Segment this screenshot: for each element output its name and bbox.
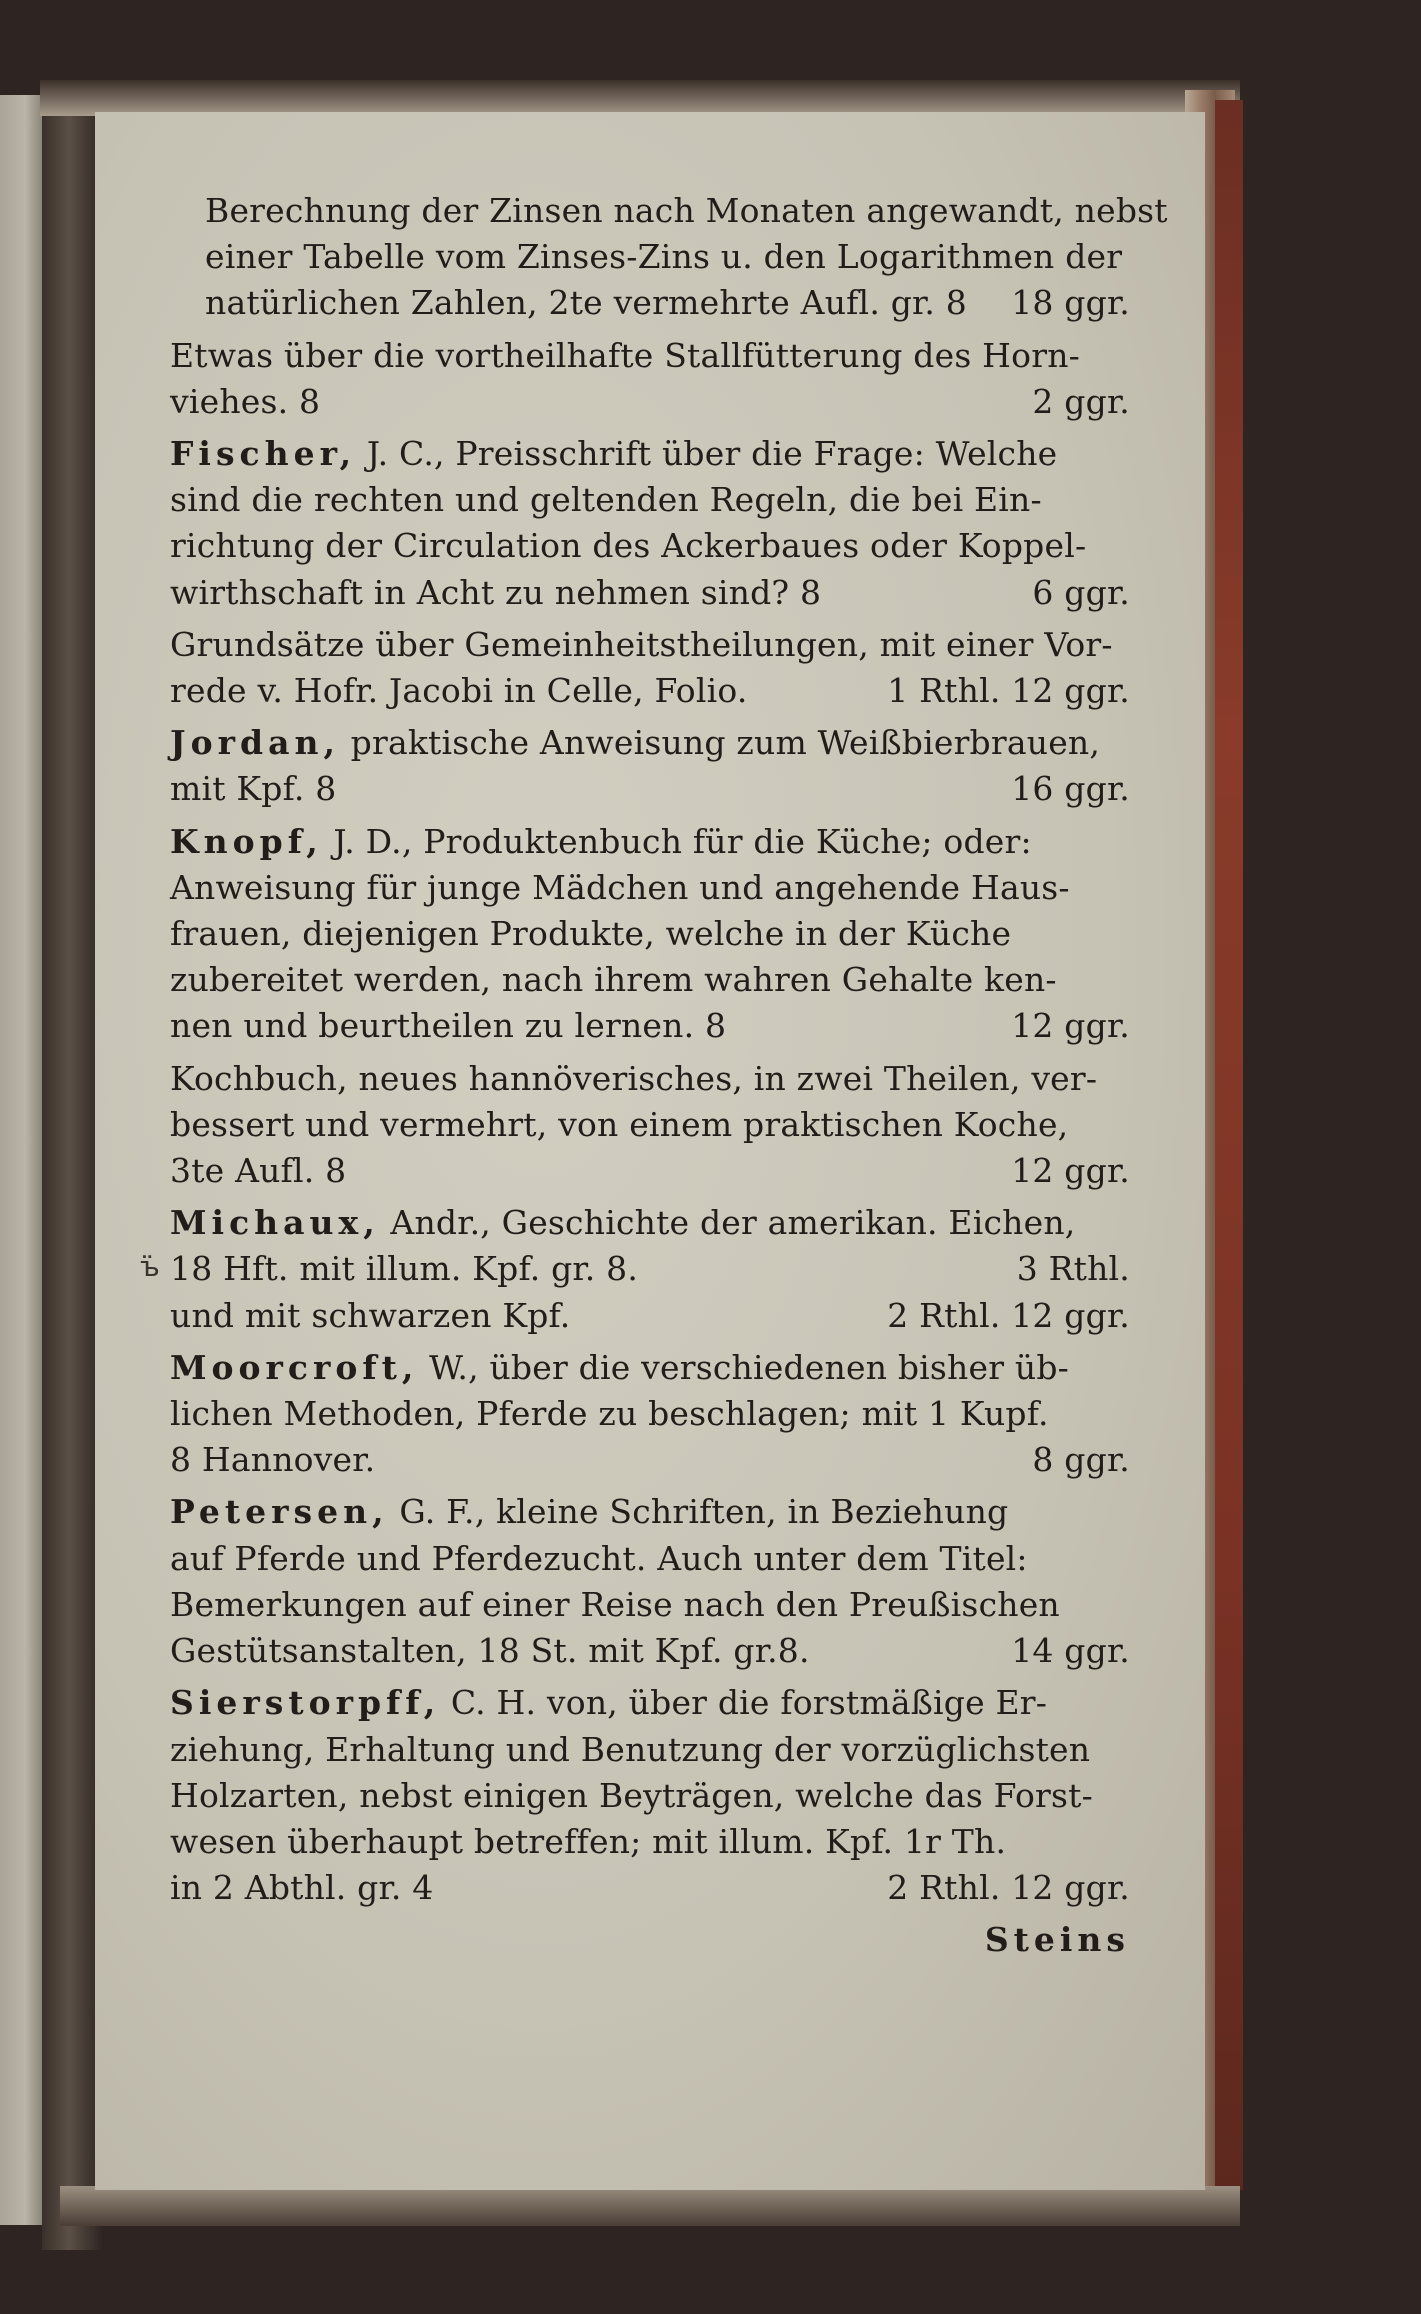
entry-line: Gestütsanstalten, 18 St. mit Kpf. gr.8. — [170, 1631, 810, 1671]
entry-line: Grundsätze über Gemeinheitstheilungen, mit einer Vor- — [170, 624, 1113, 664]
catalog-entry — [170, 622, 1130, 714]
catalog-entry — [170, 431, 1130, 616]
entry-price: 2 ggr. — [1032, 381, 1130, 421]
entry-line: bessert und vermehrt, von einem praktischen Koche, — [170, 1104, 1069, 1144]
entry-line: rede v. Hofr. Jacobi in Celle, Folio. — [170, 671, 748, 711]
entry-line: sind die rechten und geltenden Regeln, die bei Ein- — [170, 480, 1042, 520]
entry-line: W., über die verschiedenen bisher üb- — [429, 1347, 1070, 1387]
catalog-entry — [170, 1680, 1130, 1911]
entry-line: zubereitet werden, nach ihrem wahren Gehalte ken- — [170, 960, 1057, 1000]
entry-line: Holzarten, nebst einigen Beyträgen, welche das Forst- — [170, 1775, 1093, 1815]
entry-author: Moorcroft, — [170, 1347, 419, 1387]
entry-line: und mit schwarzen Kpf. — [170, 1295, 571, 1335]
catalog-entry — [170, 720, 1130, 812]
entry-line: natürlichen Zahlen, 2te vermehrte Aufl. gr. 8 — [205, 283, 967, 323]
facing-page-edge — [0, 95, 42, 2225]
entry-line: Kochbuch, neues hannöverisches, in zwei Theilen, ver- — [170, 1058, 1098, 1098]
book-cover-leather — [1215, 100, 1243, 2190]
catalog-entry — [170, 1056, 1130, 1195]
catalog-entry — [170, 1489, 1130, 1674]
entry-line: ziehung, Erhaltung und Benutzung der vorzüglichsten — [170, 1729, 1091, 1769]
book-gutter — [42, 80, 102, 2250]
entry-line: mit Kpf. 8 — [170, 769, 337, 809]
entry-price: 16 ggr. — [1011, 769, 1130, 809]
entry-price: 3 Rthl. — [1016, 1249, 1130, 1289]
catalog-entry — [170, 819, 1130, 1050]
catchword: Steins — [984, 1920, 1130, 1960]
page-top-edge — [40, 80, 1240, 116]
entry-price: 14 ggr. — [1011, 1631, 1130, 1671]
catalog-entry — [170, 188, 1168, 327]
entry-price: 8 ggr. — [1032, 1440, 1130, 1480]
entry-price: 12 ggr. — [1011, 1151, 1130, 1191]
entry-line: wirthschaft in Acht zu nehmen sind? 8 — [170, 572, 822, 612]
catalog-entry — [170, 1200, 1130, 1339]
entry-author: Petersen, — [170, 1492, 389, 1532]
entry-price: 18 ggr. — [1011, 283, 1130, 323]
entry-price: 2 Rthl. 12 ggr. — [887, 1868, 1130, 1908]
entry-line: wesen überhaupt betreffen; mit illum. Kpf. 1r Th. — [170, 1821, 1007, 1861]
entry-line: J. D., Produktenbuch für die Küche; oder: — [333, 821, 1032, 861]
entry-line: 8 Hannover. — [170, 1440, 376, 1480]
entry-line: richtung der Circulation des Ackerbaues oder Koppel- — [170, 526, 1087, 566]
entry-line: G. F., kleine Schriften, in Beziehung — [399, 1492, 1009, 1532]
entry-price: 12 ggr. — [1011, 1006, 1130, 1046]
entry-line: nen und beurtheilen zu lernen. 8 — [170, 1006, 727, 1046]
entry-author: Sierstorpff, — [170, 1683, 441, 1723]
entry-line: einer Tabelle vom Zinses-Zins u. den Logarithmen der — [205, 237, 1123, 277]
entry-price: 2 Rthl. 12 ggr. — [887, 1295, 1130, 1335]
entry-line: J. C., Preisschrift über die Frage: Welche — [366, 434, 1058, 474]
catalog-entry — [170, 333, 1130, 425]
entry-price: 1 Rthl. 12 ggr. — [887, 671, 1130, 711]
entry-author: Michaux, — [170, 1203, 380, 1243]
entry-line: frauen, diejenigen Produkte, welche in der Küche — [170, 914, 1012, 954]
entry-line: auf Pferde und Pferdezucht. Auch unter dem Titel: — [170, 1538, 1028, 1578]
catalog-entry — [170, 1345, 1130, 1484]
entry-line: Andr., Geschichte der amerikan. Eichen, — [390, 1203, 1076, 1243]
entry-line: 18 Hft. mit illum. Kpf. gr. 8. — [170, 1249, 639, 1289]
entry-line: in 2 Abthl. gr. 4 — [170, 1868, 434, 1908]
margin-mark: ъ̈ — [140, 1250, 160, 1283]
entry-line: praktische Anweisung zum Weißbierbrauen, — [350, 723, 1101, 763]
entry-line: 3te Aufl. 8 — [170, 1151, 347, 1191]
entry-line: Anweisung für junge Mädchen und angehende Haus- — [170, 867, 1070, 907]
entry-author: Knopf, — [170, 821, 323, 861]
entry-line: lichen Methoden, Pferde zu beschlagen; mit 1 Kupf. — [170, 1394, 1049, 1434]
entry-line: Bemerkungen auf einer Reise nach den Preußischen — [170, 1584, 1060, 1624]
page-bottom-edge — [60, 2186, 1240, 2226]
entry-price: 6 ggr. — [1032, 572, 1130, 612]
entry-line: C. H. von, über die forstmäßige Er- — [450, 1683, 1048, 1723]
entry-line: Berechnung der Zinsen nach Monaten angewandt, nebst — [205, 191, 1168, 230]
entry-author: Jordan, — [170, 723, 340, 763]
entry-line: viehes. 8 — [170, 381, 321, 421]
entry-author: Fischer, — [170, 434, 357, 474]
entry-line: Etwas über die vortheilhafte Stallfütterung des Horn- — [170, 335, 1080, 375]
catalog-listing — [170, 188, 1168, 1964]
